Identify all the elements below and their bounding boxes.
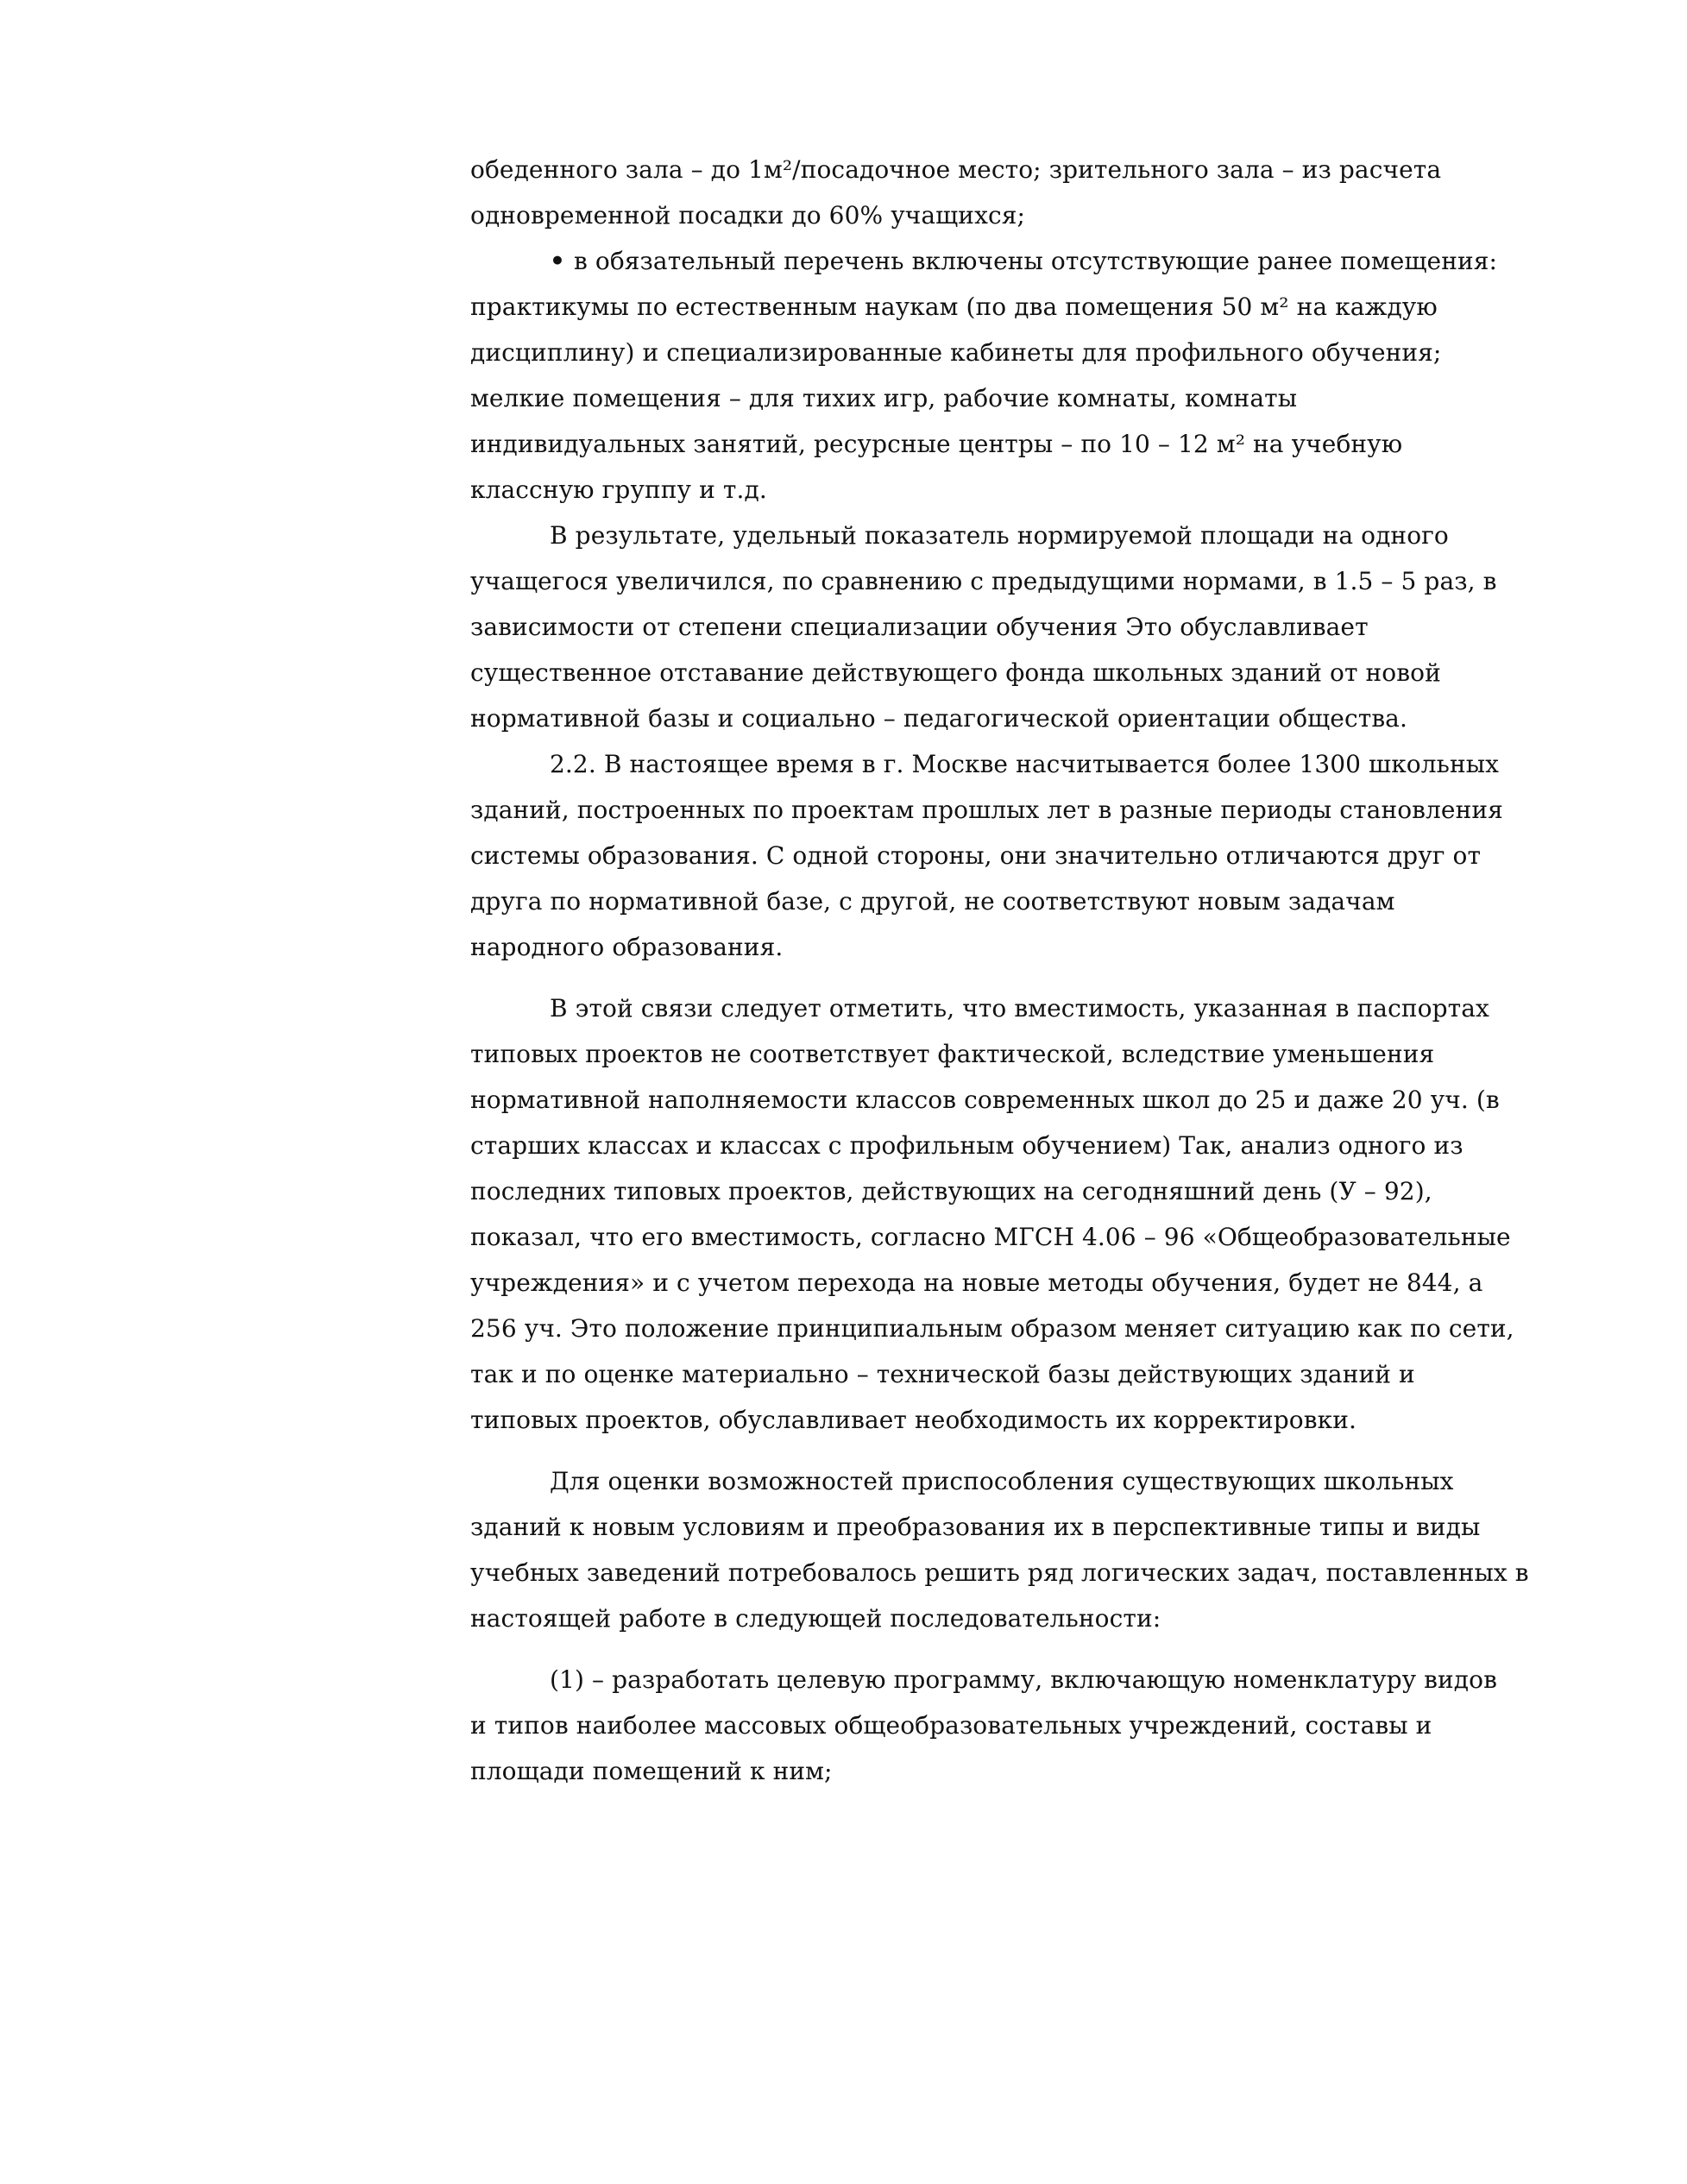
text-line: дисциплину) и специализированные кабинеты для профильного обучения; <box>470 338 1442 367</box>
text-line: 256 уч. Это положение принципиальным образом меняет ситуацию как по сети, <box>470 1314 1514 1343</box>
text-line: так и по оценке материально – технической базы действующих зданий и <box>470 1360 1415 1388</box>
text-line: народного образования. <box>470 933 784 961</box>
text-line: практикумы по естественным наукам (по два помещения 50 м² на каждую <box>470 293 1438 321</box>
text-line: (1) – разработать целевую программу, включающую номенклатуру видов <box>550 1665 1497 1694</box>
text-line: нормативной наполняемости классов современных школ до 25 и даже 20 уч. (в <box>470 1086 1500 1114</box>
bullet-icon: • <box>550 247 565 275</box>
text-line: площади помещений к ним; <box>470 1757 833 1785</box>
paragraph-assessment <box>470 1458 1558 1641</box>
text-line: настоящей работе в следующей последовательности: <box>470 1604 1161 1633</box>
text-line: типовых проектов, обуславливает необходимость их корректировки. <box>470 1406 1357 1434</box>
text-line: В результате, удельный показатель нормируемой площади на одного <box>550 521 1449 550</box>
text-line: учебных заведений потребовалось решить ряд логических задач, поставленных в <box>470 1558 1529 1587</box>
text-line: В этой связи следует отметить, что вместимость, указанная в паспортах <box>550 994 1489 1023</box>
paragraph-spacer <box>470 1641 1558 1657</box>
text-line: существенное отставание действующего фонда школьных зданий от новой <box>470 658 1441 687</box>
text-line: учащегося увеличился, по сравнению с предыдущими нормами, в 1.5 – 5 раз, в <box>470 567 1497 595</box>
text-line: последних типовых проектов, действующих на сегодняшний день (У – 92), <box>470 1177 1432 1205</box>
text-line: обеденного зала – до 1м²/посадочное место; зрительного зала – из расчета <box>470 155 1442 184</box>
bullet-first-line <box>470 238 1558 284</box>
text-line: Для оценки возможностей приспособления существующих школьных <box>550 1467 1454 1495</box>
text-line: старших классах и классах с профильным обучением) Так, анализ одного из <box>470 1131 1464 1160</box>
paragraph-continuation <box>470 147 1558 238</box>
paragraph-task-1 <box>470 1657 1558 1794</box>
text-line: 2.2. В настоящее время в г. Москве насчитывается более 1300 школьных <box>550 750 1500 778</box>
text-line: и типов наиболее массовых общеобразовательных учреждений, составы и <box>470 1711 1432 1740</box>
text-line: зданий, построенных по проектам прошлых лет в разные периоды становления <box>470 796 1503 824</box>
paragraph-result <box>470 513 1558 741</box>
paragraph-section-2-2 <box>470 741 1558 970</box>
document-body <box>470 147 1558 1794</box>
text-line: системы образования. С одной стороны, они значительно отличаются друг от <box>470 841 1482 870</box>
paragraph-spacer <box>470 970 1558 985</box>
text-line: зависимости от степени специализации обучения Это обуславливает <box>470 613 1369 641</box>
text-line: в обязательный перечень включены отсутствующие ранее помещения: <box>574 247 1498 275</box>
text-line: учреждения» и с учетом перехода на новые методы обучения, будет не 844, а <box>470 1268 1483 1297</box>
text-line: классную группу и т.д. <box>470 475 767 504</box>
text-line: одновременной посадки до 60% учащихся; <box>470 201 1026 230</box>
text-line: показал, что его вместимость, согласно МГСН 4.06 – 96 «Общеобразовательные <box>470 1223 1511 1251</box>
paragraph-capacity <box>470 985 1558 1443</box>
text-line: друга по нормативной базе, с другой, не соответствуют новым задачам <box>470 887 1395 916</box>
text-line: мелкие помещения – для тихих игр, рабочие комнаты, комнаты <box>470 384 1298 412</box>
text-line: типовых проектов не соответствует фактической, вследствие уменьшения <box>470 1040 1435 1068</box>
text-line: нормативной базы и социально – педагогической ориентации общества. <box>470 704 1407 733</box>
bullet-item <box>470 238 1558 513</box>
paragraph-spacer <box>470 1443 1558 1458</box>
text-line: индивидуальных занятий, ресурсные центры – по 10 – 12 м² на учебную <box>470 430 1403 458</box>
text-line: зданий к новым условиям и преобразования их в перспективные типы и виды <box>470 1513 1481 1541</box>
